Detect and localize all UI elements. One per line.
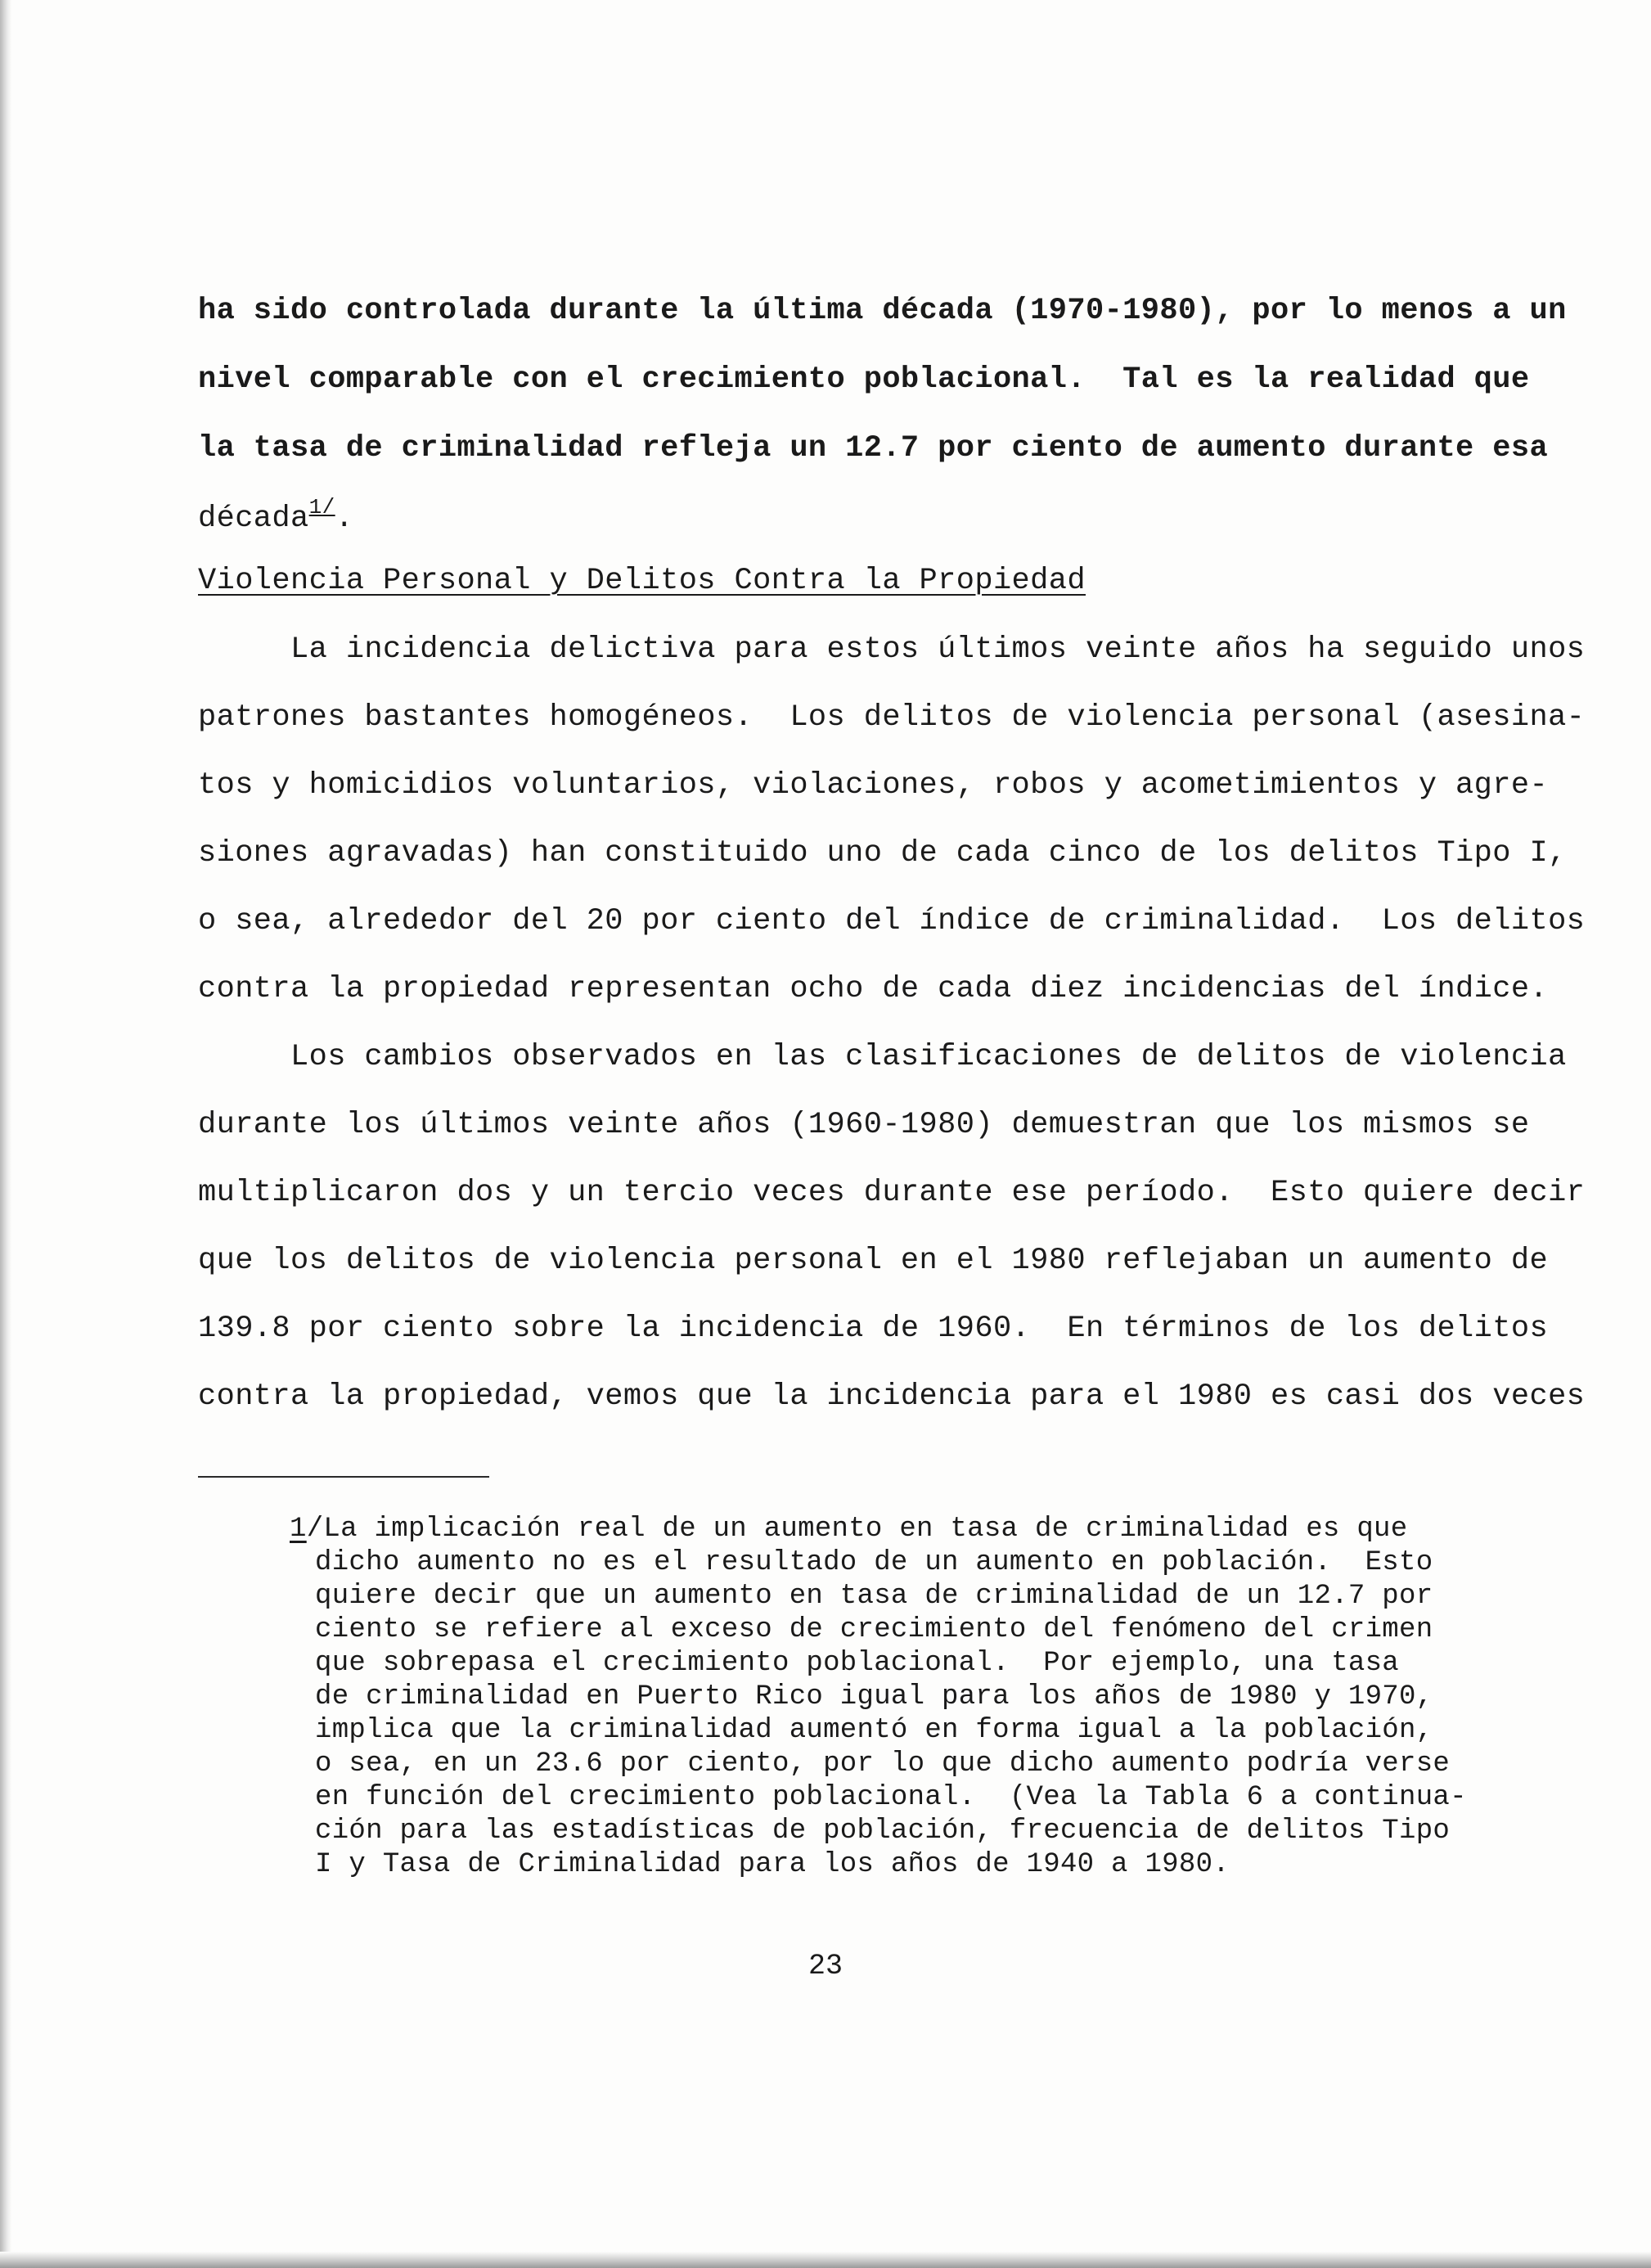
scan-left-edge [0,0,11,2268]
footnote-line: en función del crecimiento poblacional. (Vea la Tabla 6 a continua- [315,1782,1467,1813]
footnote-line: dicho aumento no es el resultado de un aumento en población. Esto [315,1547,1433,1578]
paragraph-line: tos y homicidios voluntarios, violaciones, robos y acometimientos y agre- [198,768,1549,803]
body-line-decada [198,495,354,537]
paragraph-line: Los cambios observados en las clasificaciones de delitos de violencia [198,1040,1567,1074]
body-line: ha sido controlada durante la última década (1970-1980), por lo menos a un [198,294,1567,328]
page-number: 23 [808,1950,843,1982]
paragraph-line: multiplicaron dos y un tercio veces durante ese período. Esto quiere decir [198,1176,1586,1210]
footnote-line: I y Tasa de Criminalidad para los años de 1940 a 1980. [315,1849,1230,1880]
footnote-line: ción para las estadísticas de población, frecuencia de delitos Tipo [315,1816,1451,1847]
paragraph-line: durante los últimos veinte años (1960-1980) demuestran que los mismos se [198,1108,1530,1142]
footnote-reference: 1/ [308,495,335,520]
footnote-line [290,1513,1407,1546]
section-heading: Violencia Personal y Delitos Contra la Propiedad [198,564,1086,598]
paragraph-line: La incidencia delictiva para estos últimos veinte años ha seguido unos [198,632,1586,667]
footnote-line: de criminalidad en Puerto Rico igual para los años de 1980 y 1970, [315,1681,1433,1712]
decada-end: . [335,502,354,536]
footnote-line: implica que la criminalidad aumentó en forma igual a la población, [315,1715,1433,1746]
paragraph-line: contra la propiedad representan ocho de cada diez incidencias del índice. [198,972,1549,1006]
footnote-line: ciento se refiere al exceso de crecimiento del fenómeno del crimen [315,1614,1433,1645]
paragraph-line: que los delitos de violencia personal en el 1980 reflejaban un aumento de [198,1244,1549,1278]
scan-bottom-edge [0,2252,1651,2268]
paragraph-line: o sea, alrededor del 20 por ciento del índice de criminalidad. Los delitos [198,904,1586,938]
body-line: la tasa de criminalidad refleja un 12.7 por ciento de aumento durante esa [198,431,1549,466]
paragraph-line: siones agravadas) han constituido uno de cada cinco de los delitos Tipo I, [198,836,1567,871]
decada-word: década [198,502,309,536]
footnote-line: que sobrepasa el crecimiento poblacional. Por ejemplo, una tasa [315,1648,1400,1679]
paragraph-line: patrones bastantes homogéneos. Los delitos de violencia personal (asesina- [198,700,1586,735]
footnote-first-text: /La implicación real de un aumento en tasa de criminalidad es que [306,1514,1408,1545]
paragraph-line: 139.8 por ciento sobre la incidencia de 1960. En términos de los delitos [198,1312,1549,1346]
footnote-number: 1 [290,1514,307,1545]
footnote-line: quiere decir que un aumento en tasa de criminalidad de un 12.7 por [315,1581,1433,1612]
footnote-line: o sea, en un 23.6 por ciento, por lo que dicho aumento podría verse [315,1748,1451,1780]
body-line: nivel comparable con el crecimiento poblacional. Tal es la realidad que [198,362,1530,397]
footnote-divider [198,1476,489,1478]
paragraph-line: contra la propiedad, vemos que la incidencia para el 1980 es casi dos veces [198,1379,1586,1414]
